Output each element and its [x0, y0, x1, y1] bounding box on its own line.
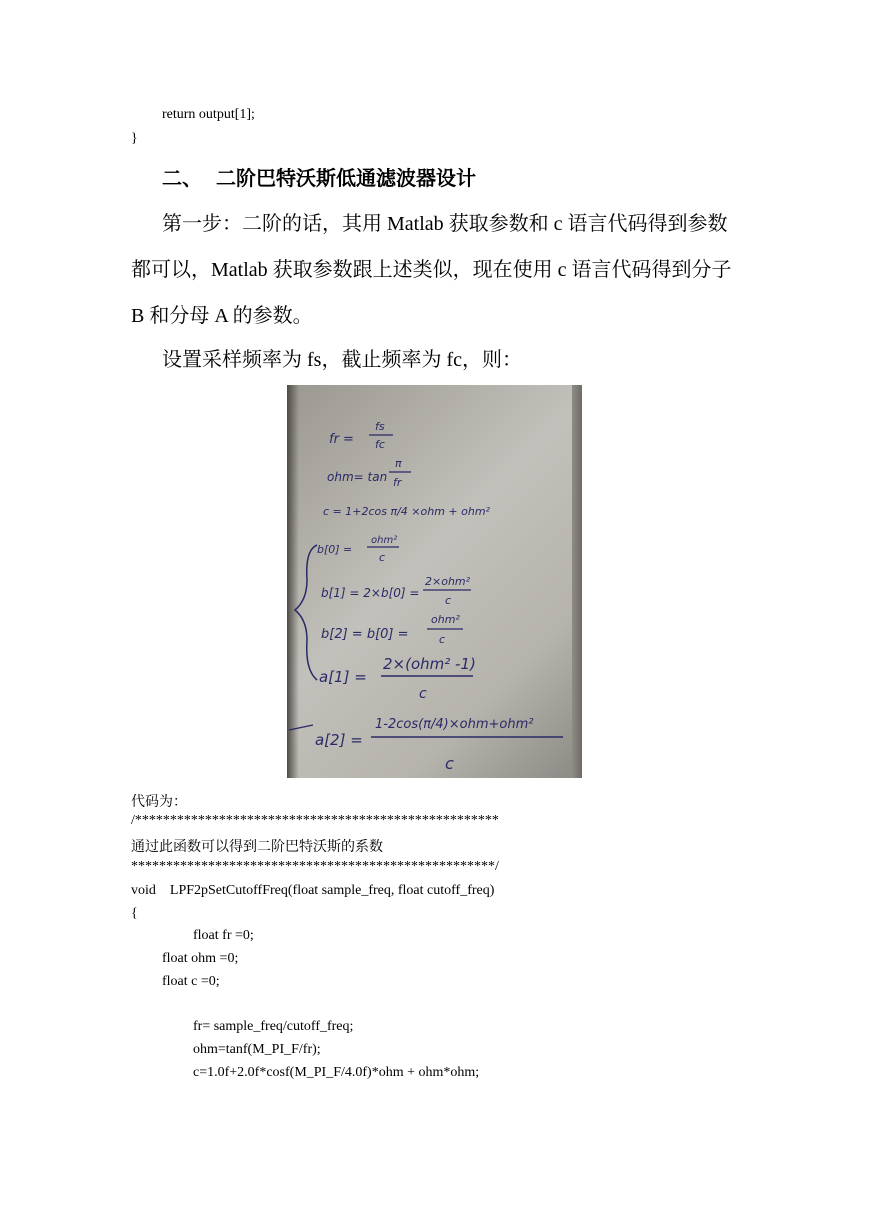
code-line: float c =0;: [162, 974, 220, 989]
a1-den: c: [419, 686, 427, 702]
code-comment-close: ****************************************************/: [131, 859, 499, 874]
code-close-brace: }: [131, 131, 138, 146]
a1-lhs: a[1] =: [319, 668, 367, 686]
code-intro: 代码为：: [131, 795, 187, 810]
paragraph-line: 都可以，Matlab 获取参数跟上述类似，现在使用 c 语言代码得到分子: [131, 259, 732, 281]
b0-den: c: [379, 551, 386, 564]
handwritten-formula-photo: [287, 385, 582, 778]
code-signature: void LPF2pSetCutoffFreq(float sample_freq, float cutoff_freq): [131, 883, 495, 898]
code-comment-text: 通过此函数可以得到二阶巴特沃斯的系数: [131, 840, 383, 855]
fr-lhs: fr =: [329, 432, 354, 447]
code-line: ohm=tanf(M_PI_F/fr);: [193, 1042, 321, 1057]
code-line: c=1.0f+2.0f*cosf(M_PI_F/4.0f)*ohm + ohm*ohm;: [193, 1065, 480, 1080]
b1-den: c: [445, 594, 452, 607]
formula-drawing: [287, 385, 582, 778]
fr-num: fs: [375, 420, 385, 433]
ohm-lhs: ohm= tan: [327, 470, 388, 484]
paragraph-line: 设置采样频率为 fs，截止频率为 fc，则：: [162, 349, 522, 371]
paragraph-line: 第一步：二阶的话，其用 Matlab 获取参数和 c 语言代码得到参数: [162, 213, 728, 235]
c-line: c = 1+2cos π/4 ×ohm + ohm²: [323, 505, 490, 518]
a1-num: 2×(ohm² -1): [383, 655, 476, 673]
code-line: float fr =0;: [193, 928, 254, 943]
b1-lhs: b[1] = 2×b[0] =: [321, 586, 420, 600]
b1-num: 2×ohm²: [425, 575, 471, 588]
b0-lhs: b[0] =: [317, 543, 353, 556]
code-line: float ohm =0;: [162, 951, 239, 966]
fr-den: fc: [375, 438, 385, 451]
section-number: 二、: [162, 168, 202, 190]
code-open-brace: {: [131, 906, 138, 921]
b2-num: ohm²: [431, 613, 460, 626]
b2-lhs: b[2] = b[0] =: [321, 627, 409, 642]
a2-den: c: [445, 754, 454, 773]
paragraph-line: B 和分母 A 的参数。: [131, 305, 313, 327]
code-line: fr= sample_freq/cutoff_freq;: [193, 1019, 354, 1034]
ohm-num: π: [395, 457, 402, 470]
b2-den: c: [439, 633, 446, 646]
ohm-den: fr: [393, 476, 402, 489]
b0-num: ohm²: [371, 535, 398, 546]
code-comment-open: /****************************************************: [131, 813, 499, 828]
section-title: 二阶巴特沃斯低通滤波器设计: [216, 168, 476, 190]
a2-lhs: a[2] =: [315, 731, 363, 749]
a2-num: 1-2cos(π/4)×ohm+ohm²: [375, 717, 534, 732]
code-return-line: return output[1];: [162, 107, 255, 122]
